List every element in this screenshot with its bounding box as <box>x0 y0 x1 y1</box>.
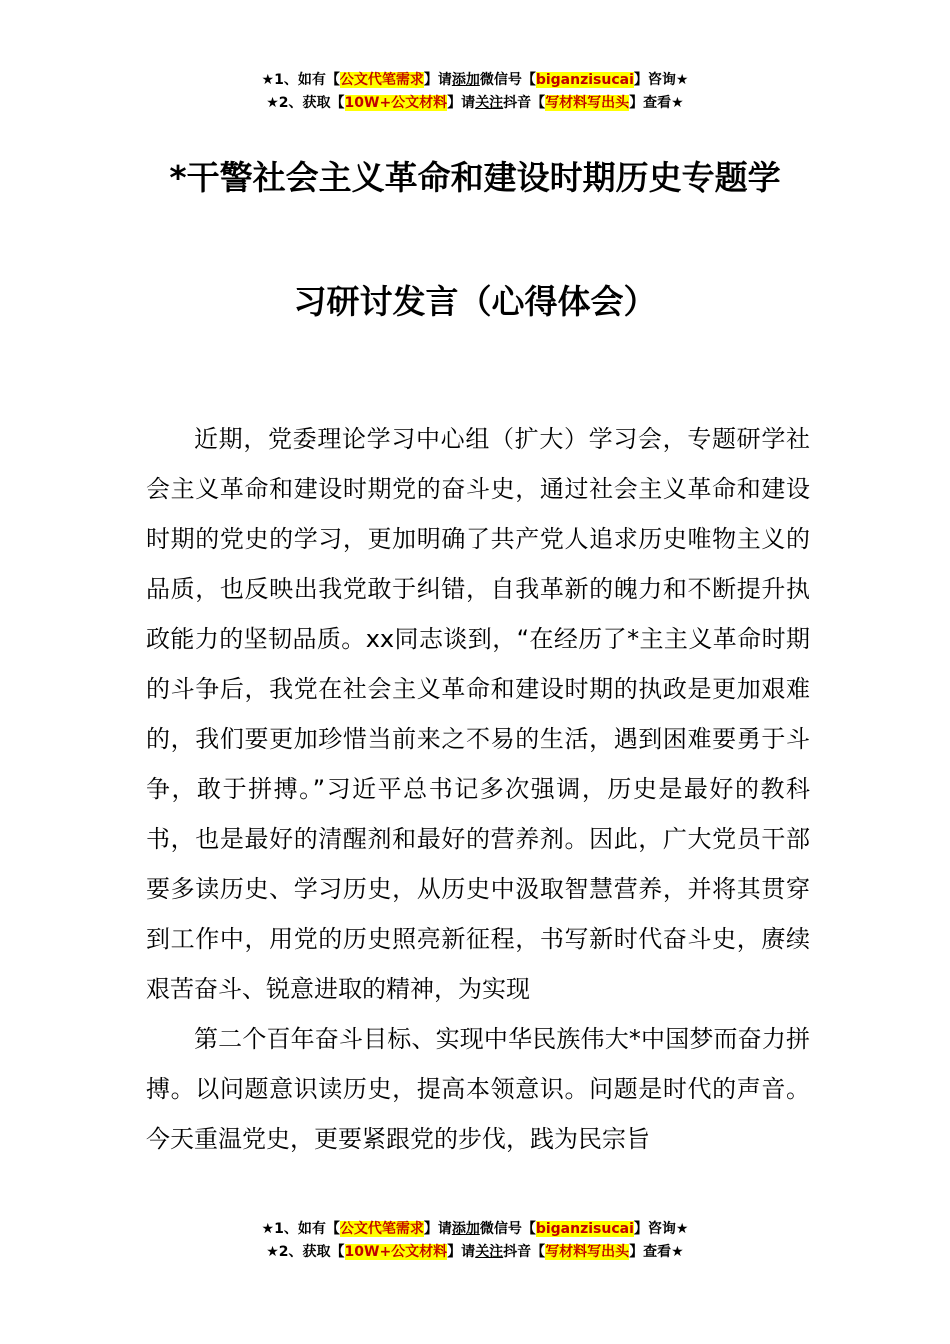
footer-banner-line-2: ★2、获取【10W+公文材料】请关注抖音【写材料写出头】查看★ <box>266 1244 684 1260</box>
footer-highlight-service: 公文代笔需求 <box>339 1221 424 1237</box>
document-title-line-1: *干警社会主义革命和建设时期历史专题学 <box>169 158 781 197</box>
document-title-line-2: 习研讨发言（心得体会） <box>293 282 657 321</box>
header-banner <box>0 69 950 115</box>
footer-banner-line-1: ★1、如有【公文代笔需求】请添加微信号【biganzisucai】咨询★ <box>261 1221 689 1237</box>
banner-line-2: ★2、获取【10W+公文材料】请关注抖音【写材料写出头】查看★ <box>266 95 684 111</box>
paragraph-2: 第二个百年奋斗目标、实现中华民族伟大*中国梦而奋力拼搏。以问题意识读历史，提高本领意识。问题是时代的声音。今天重温党史，更要紧跟党的步伐，践为民宗旨 <box>146 1025 810 1153</box>
document-body <box>146 414 810 1164</box>
highlight-wechat-id: biganzisucai <box>535 72 634 88</box>
footer-highlight-materials: 10W+公文材料 <box>344 1244 448 1260</box>
highlight-materials: 10W+公文材料 <box>344 95 448 111</box>
footer-highlight-douyin-account: 写材料写出头 <box>545 1244 630 1260</box>
footer-banner <box>0 1218 950 1264</box>
highlight-service: 公文代笔需求 <box>339 72 424 88</box>
highlight-douyin-account: 写材料写出头 <box>545 95 630 111</box>
paragraph-1: 近期，党委理论学习中心组（扩大）学习会，专题研学社会主义革命和建设时期党的奋斗史，通过社会主义革命和建设时期的党史的学习，更加明确了共产党人追求历史唯物主义的品质，也反映出我党敢于纠错，自我革新的魄力和不断提升执政能力的坚韧品质。xx同志谈到，“在经历了*主主义革命时期的斗争后，我党在社会主义革命和建设时期的执政是更加艰难的，我们要更加珍惜当前来之不易的生活，遇到困难要勇于斗争，敢于拼搏。”习近平总书记多次强调，历史是最好的教科书，也是最好的清醒剂和最好的营养剂。因此，广大党员干部要多读历史、学习历史，从历史中汲取智慧营养，并将其贯穿到工作中，用党的历史照亮新征程，书写新时代奋斗史，赓续艰苦奋斗、锐意进取的精神，为实现 <box>146 425 810 1003</box>
footer-highlight-wechat-id: biganzisucai <box>535 1221 634 1237</box>
banner-line-1: ★1、如有【公文代笔需求】请添加微信号【biganzisucai】咨询★ <box>261 72 689 88</box>
